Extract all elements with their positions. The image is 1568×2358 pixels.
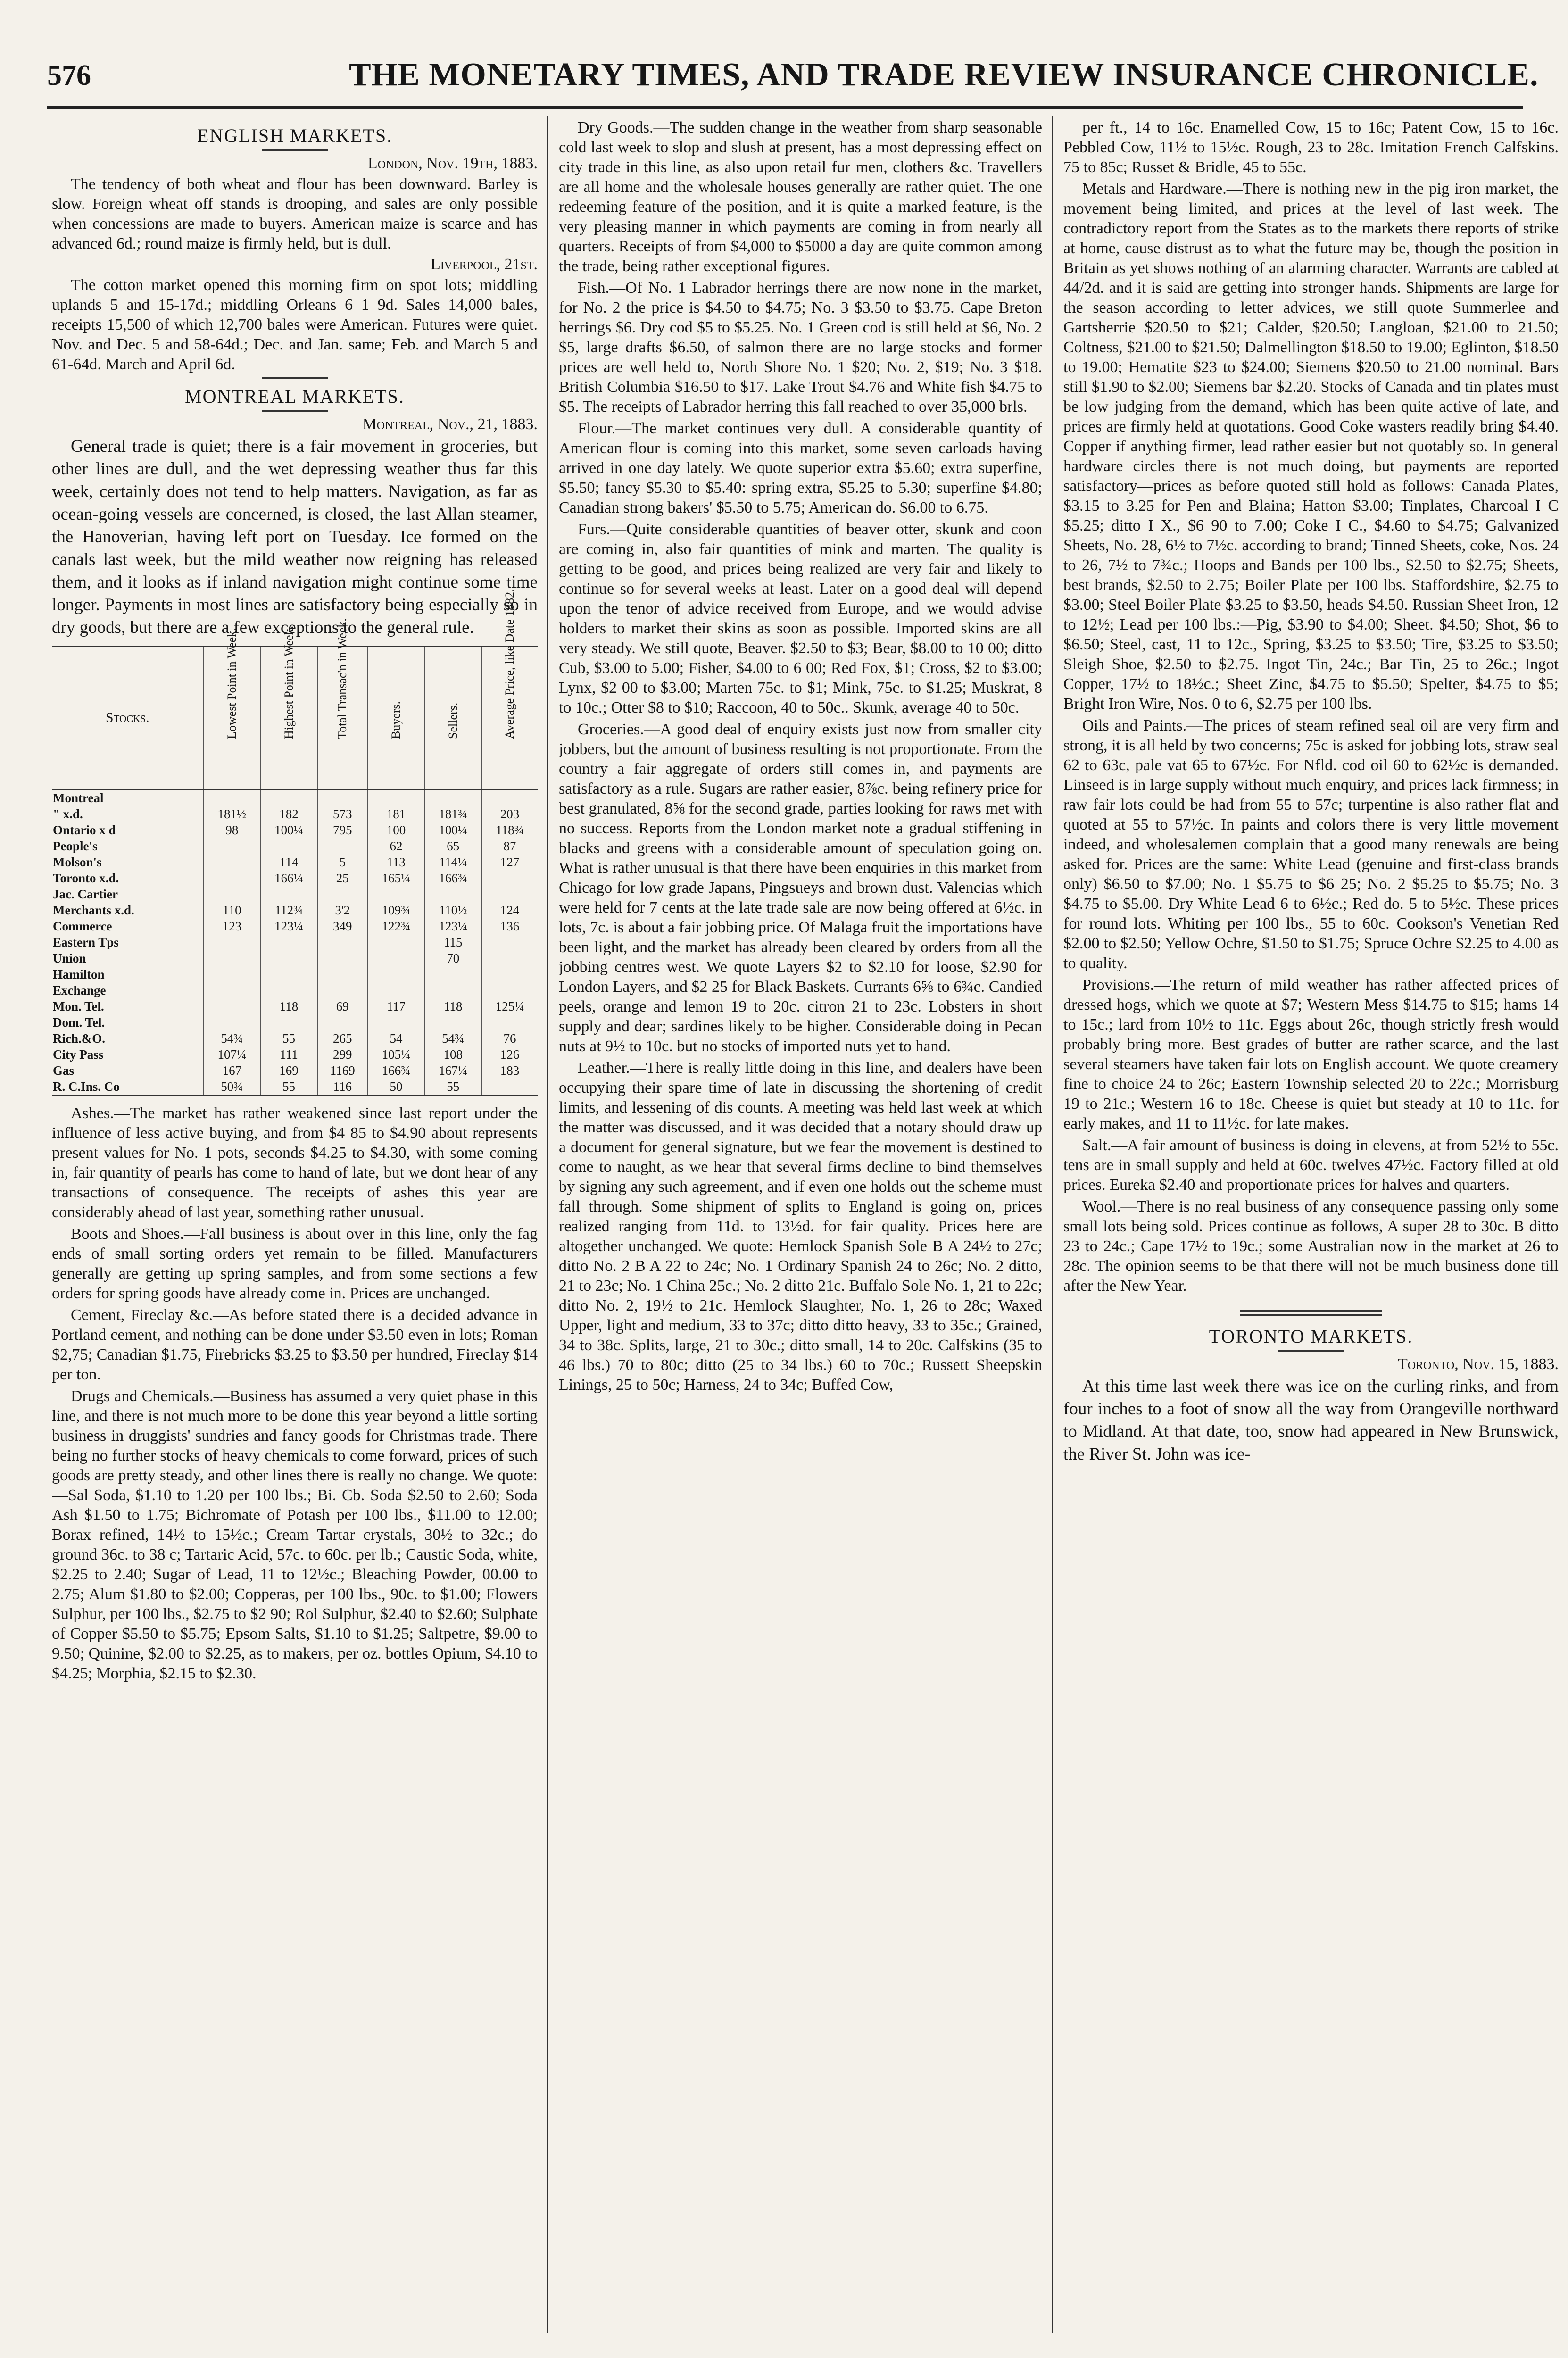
stock-value-cell: 62 [368, 838, 425, 854]
stock-value-cell: 54 [368, 1030, 425, 1046]
stock-name-cell: Ontario x d [53, 823, 116, 837]
section-rule [262, 377, 328, 379]
table-row [52, 886, 538, 902]
stock-name-cell: Exchange [53, 983, 106, 997]
stock-value-cell [424, 789, 481, 806]
stock-value-cell [368, 789, 425, 806]
stock-name-cell: Molson's [53, 855, 102, 869]
stock-value-cell [260, 1014, 317, 1030]
montreal-dateline: Montreal, Nov., 21, 1883. [362, 415, 538, 433]
salt-report: Salt.—A fair amount of business is doing in elevens, at from 52½ to 55c. tens are in small supply and held at 60c. twelves 47½c. Factory filled at old prices. Eureka $2.40 and proportionate prices for halves and quarters. [1063, 1137, 1559, 1194]
stock-value-cell: 109¾ [368, 902, 425, 918]
stock-value-cell [203, 854, 260, 870]
drugs-chemicals-report: Drugs and Chemicals.—Business has assumed a very quiet phase in this line, and there is not much more to be done this year beyond a little sorting business in druggists' sundries and fancy goods for Christmas trade. There being no further stocks of heavy chemicals to come forward, prices of such goods are pretty steady, and other lines there is really no change. We quote:—Sal Soda, $1.10 to 1.20 per 100 lbs.; Bi. Cb. Soda $2.50 to 2.60; Soda Ash $1.50 to 1.75; Bichromate of Potash per 100 lbs., $11.00 to 12.00; Borax refined, 14½ to 15½c.; Cream Tartar crystals, 30½ to 32c.; do ground 36c. to 38 c; Tartaric Acid, 57c. to 60c. per lb.; Caustic Soda, white, $2.25 to 2.40; Sugar of Lead, 11 to 12½c.; Bleaching Powder, 00.00 to 2.75; Alum $1.80 to $2.00; Copperas, per 100 lbs., 90c. to $1.00; Flowers Sulphur, per 100 lbs., $2.75 to $2 90; Rol Sulphur, $2.40 to $2.60; Sulphate of Copper $5.50 to $5.75; Epsom Salts, $1.10 to $1.25; Saltpetre, $9.00 to 9.50; Quinine, $2.00 to $2.25, as to makers, per oz. bottles Opium, $4.10 to $4.25; Morphia, $2.15 to $2.30. [52, 1387, 538, 1682]
column-middle [559, 118, 1042, 2333]
page-header [47, 50, 1539, 109]
stock-value-cell [317, 886, 368, 902]
provisions-report: Provisions.—The return of mild weather has rather affected prices of dressed hogs, which we quote at $7; Western Mess $14.75 to $15; hams 14 to 15c.; lard from 10½ to 11c. Eggs about 26c, though strictly fresh would probably bring more. Best grades of butter are rather scarce, and the last several steamers have taken fair lots on English account. We quote creamery fine to choice 24 to 26c; Eastern Township selected 20 to 22c.; Morrisburg 19 to 21c.; Western 16 to 18c. Cheese is quiet but steady at 10 to 11c. for early makes, and 11 to 11½c. for late makes. [1063, 976, 1559, 1132]
table-row [52, 854, 538, 870]
stock-value-cell: 127 [481, 854, 538, 870]
stock-name-cell: Commerce [53, 919, 112, 933]
stock-value-cell [424, 1014, 481, 1030]
table-row [52, 918, 538, 934]
stock-value-cell: 100¼ [424, 822, 481, 838]
stock-value-cell [368, 950, 425, 966]
cement-report: Cement, Fireclay &c.—As before stated there is a decided advance in Portland cement, and nothing can be done under $3.50 even in lots; Roman $2,75; Canadian $1.75, Firebricks $3.25 to $3.50 per hundred, Fireclay $14 per ton. [52, 1306, 538, 1383]
stock-value-cell [368, 886, 425, 902]
stock-value-cell: 265 [317, 1030, 368, 1046]
stock-value-cell [317, 838, 368, 854]
stock-name-cell: Jac. Cartier [53, 887, 118, 901]
stock-value-cell: 203 [481, 806, 538, 822]
stock-value-cell: 100 [368, 822, 425, 838]
stock-name-cell: Gas [53, 1063, 75, 1078]
col-stocks: Stocks. [52, 647, 203, 789]
stock-value-cell: 795 [317, 822, 368, 838]
stock-name-cell: People's [53, 839, 98, 853]
metals-hardware-report: Metals and Hardware.—There is nothing new in the pig iron market, the movement being limited, and prices at the level of last week. The contradictory report from the States as to the markets there reports of strike at home, cause distrust as to what the future may be, though the position in Britain as yet shows nothing of an alarming character. Warrants are cabled at 44/2d. and it is said are getting into stronger hands. Shipments are large for the season according to letter advices, we still quote Summerlee and Gartsherrie $20.50 to $21; Calder, $20.50; Langloan, $21.00 to 21.50; Coltness, $21.00 to $21.50; Dalmellington $18.50 to 19.00; Eglinton, $18.50 to 19.00; Hematite $23 to $24.00; Siemens $20.50 to 21.00 nominal. Bars still $1.90 to $2.00; Siemens bar $2.20. Stocks of Canada and tin plates must be low judging from the demand, which has been quite active of late, and prices are firmly held at quotations. Good Coke wasters readily bring $4.40. Copper if anything firmer, lead rather easier but not quotably so. In general hardware circles there is not much doing, but payments are reported satisfactory—prices as before quoted still hold as follows: Canada Plates, $3.15 to 3.25 for Pen and Blaina; Hatton $3.00; Tinplates, Charcoal I C $5.25; ditto I X., $6 90 to 7.00; Coke I C., $4.60 to $4.75; Galvanized Sheets, No. 28, 6½ to 7½c. according to brand; Tinned Sheets, coke, Nos. 24 to 26, 7½ to 7¾c.; Hoops and Bands per 100 lbs., $2.50 to $2.75; Sheets, best brands, $2.50 to 2.75; Boiler Plate per 100 lbs. Staffordshire, $2.75 to $3.00; Steel Boiler Plate $3.25 to $3.50, heads $4.50. Russian Sheet Iron, 12 to 12½; Lead per 100 lbs.:—Pig, $3.90 to $4.00; Sheet. $4.50; Shot, $6 to $6.50; Steel, cast, 11 to 12c., Spring, $3.25 to $3.50; Tire, $3.25 to $3.50; Sleigh Shoe, $2.50 to $2.75. Ingot Tin, 24c.; Bar Tin, 25 to 26c.; Ingot Copper, 17½ to 18½c.; Sheet Zinc, $4.75 to $5.50; Spelter, $4.75 to $5; Bright Iron Wire, Nos. 0 to 6, $2.75 per 100 lbs. [1063, 180, 1559, 713]
table-row [52, 998, 538, 1014]
stock-value-cell [481, 1079, 538, 1096]
stock-value-cell: 55 [260, 1030, 317, 1046]
stock-value-cell: 110 [203, 902, 260, 918]
stock-value-cell: 114 [260, 854, 317, 870]
stock-value-cell [260, 966, 317, 982]
toronto-markets-heading: TORONTO MARKETS. [1209, 1326, 1413, 1347]
flour-report: Flour.—The market continues very dull. A considerable quantity of American flour is coming into this market, some seven carloads having arrived in one day lately. We quote superior extra $5.60; extra superfine, $5.50; fancy $5.30 to $5.40: spring extra, $5.25 to 5.30; superfine $4.80; Canadian strong bakers' $5.50 to 5.75; American do. $6.00 to 6.75. [559, 420, 1042, 516]
stock-value-cell: 181½ [203, 806, 260, 822]
table-row [52, 838, 538, 854]
stock-value-cell: 122¾ [368, 918, 425, 934]
stock-value-cell: 107¼ [203, 1046, 260, 1063]
stock-name-cell: Hamilton [53, 967, 105, 981]
stock-value-cell: 165¼ [368, 870, 425, 886]
boots-shoes-report: Boots and Shoes.—Fall business is about over in this line, only the fag ends of small sorting orders yet remain to be filled. Manufacturers generally are getting up spring samples, and from some sections a few orders for spring goods have already come in. Prices are unchanged. [52, 1225, 538, 1302]
page-number: 576 [47, 59, 91, 91]
stock-value-cell [203, 934, 260, 950]
stock-value-cell: 136 [481, 918, 538, 934]
stock-value-cell: 118 [424, 998, 481, 1014]
stock-table-body [52, 789, 538, 1096]
table-row [52, 982, 538, 998]
stock-value-cell [260, 886, 317, 902]
stock-value-cell: 169 [260, 1063, 317, 1079]
stock-value-cell: 573 [317, 806, 368, 822]
stock-value-cell: 126 [481, 1046, 538, 1063]
stock-value-cell [424, 966, 481, 982]
stock-value-cell [260, 934, 317, 950]
table-row [52, 902, 538, 918]
table-row [52, 1046, 538, 1063]
stock-name-cell: Mon. Tel. [53, 999, 104, 1013]
stock-value-cell [317, 789, 368, 806]
column-divider [1052, 116, 1053, 2333]
stock-name-cell: Eastern Tps [53, 935, 119, 949]
stock-value-cell [203, 966, 260, 982]
table-row [52, 870, 538, 886]
stock-table-header [52, 647, 538, 789]
journal-title: THE MONETARY TIMES, AND TRADE REVIEW INSURANCE CHRONICLE. [349, 57, 1539, 93]
stock-value-cell: 54¾ [424, 1030, 481, 1046]
stock-value-cell: 167 [203, 1063, 260, 1079]
stock-value-cell: 166¼ [260, 870, 317, 886]
leather-report: Leather.—There is really little doing in this line, and dealers have been occupying their spare time of late in discussing the shortening of credit limits, and lessening of dis counts. A meeting was held last week at which the matter was discussed, and it was decided that a notary should draw up a document for general signature, but we fear the movement is destined to come to naught, as we hear that several firms decline to bind themselves by signing any such agreement, and if even one holds out the scheme must fall through. Some shipment of splits to England is going on, prices realized ranging from 11d. to 13½d. for fair quality. Prices here are altogether unchanged. We quote: Hemlock Spanish Sole B A 24½ to 27c; ditto No. 2 B A 22 to 24c; No. 1 Ordinary Spanish 24 to 26c; No. 2 ditto, 21 to 23c; No. 1 China 25c.; No. 2 ditto 21c. Buffalo Sole No. 1, 21 to 22c; ditto No. 2, 19½ to 21c. Hemlock Slaughter, No. 1, 26 to 28c; Waxed Upper, light and medium, 33 to 37c; ditto ditto heavy, 33 to 35c.; Grained, 34 to 38c. Splits, large, 21 to 30c.; ditto small, 14 to 20c. Calfskins (35 to 46 lbs.) 70 to 80c; ditto (25 to 34 lbs.) 60 to 70c.; Russett Sheepskin Linings, 25 to 50c; Harness, 24 to 34c; Buffed Cow, [559, 1059, 1042, 1394]
stock-value-cell: 69 [317, 998, 368, 1014]
stock-name-cell: City Pass [53, 1047, 104, 1062]
column-left [52, 118, 538, 2333]
stock-value-cell: 50 [368, 1079, 425, 1096]
table-row [52, 1014, 538, 1030]
stock-name-cell: Union [53, 951, 86, 965]
stock-value-cell [203, 886, 260, 902]
wool-report: Wool.—There is no real business of any consequence passing only some small lots being sold. Prices continue as follows, A super 28 to 30c. B ditto 23 to 24c.; Cape 17½ to 19c.; some Australian now in the market at 26 to 28c. The opinion seems to be that there will not be much business done till after the New Year. [1063, 1198, 1559, 1295]
stock-value-cell: 349 [317, 918, 368, 934]
stock-value-cell [481, 934, 538, 950]
stock-value-cell [481, 950, 538, 966]
stock-value-cell: 54¾ [203, 1030, 260, 1046]
leather-report-continued: per ft., 14 to 16c. Enamelled Cow, 15 to 16c; Patent Cow, 15 to 16c. Pebbled Cow, 11½ to 15½c. Rough, 23 to 28c. Imitation French Calfskins. 75 to 85c; Russet & Bridle, 45 to 55c. [1063, 119, 1559, 176]
heading-rule [262, 410, 328, 412]
stock-value-cell [317, 982, 368, 998]
stock-name-cell: Dom. Tel. [53, 1015, 105, 1030]
stock-value-cell: 116 [317, 1079, 368, 1096]
col-buyers: Buyers. [368, 647, 425, 789]
stock-value-cell [368, 1014, 425, 1030]
stock-value-cell: 123¼ [260, 918, 317, 934]
stock-value-cell: 1169 [317, 1063, 368, 1079]
stock-value-cell [203, 950, 260, 966]
stock-value-cell: 105¼ [368, 1046, 425, 1063]
stock-value-cell [203, 1014, 260, 1030]
stock-value-cell [317, 950, 368, 966]
stock-value-cell: 25 [317, 870, 368, 886]
stock-value-cell: 87 [481, 838, 538, 854]
stock-value-cell [317, 934, 368, 950]
table-row [52, 1030, 538, 1046]
stock-value-cell [481, 789, 538, 806]
stock-value-cell: 299 [317, 1046, 368, 1063]
table-row [52, 1079, 538, 1096]
heading-rule [1278, 1350, 1344, 1352]
stock-value-cell: 108 [424, 1046, 481, 1063]
stock-value-cell: 123 [203, 918, 260, 934]
table-row [52, 789, 538, 806]
section-double-rule [1240, 1310, 1382, 1316]
stock-value-cell: 182 [260, 806, 317, 822]
liverpool-dateline: Liverpool, 21st. [431, 256, 538, 273]
stock-value-cell [260, 950, 317, 966]
table-row [52, 966, 538, 982]
table-row [52, 934, 538, 950]
ashes-report: Ashes.—The market has rather weakened since last report under the influence of less active buying, and from $4 85 to $4.90 about represents present values for No. 1 pots, seconds $4.25 to $4.30, with some coming in, fair quantity of pearls has come to hand of late, but we dont hear of any transactions of consequence. The receipts of ashes this year are considerably ahead of last year, something rather unusual. [52, 1104, 538, 1221]
stock-value-cell: 110½ [424, 902, 481, 918]
stock-value-cell: 114¼ [424, 854, 481, 870]
stock-value-cell [481, 982, 538, 998]
stock-value-cell [260, 838, 317, 854]
london-dateline: London, Nov. 19th, 1883. [367, 155, 538, 172]
english-cotton-report: The cotton market opened this morning firm on spot lots; middling uplands 5 and 15-17d.; middling Orleans 6 1 9d. Sales 14,000 bales, receipts 15,500 of which 12,700 bales were American. Futures were quiet. Nov. and Dec. 5 and 58-64d.; Dec. and Jan. same; Feb. and March 5 and 61-64d. March and April 6d. [52, 276, 538, 373]
stock-name-cell: " x.d. [53, 807, 83, 821]
stock-value-cell: 181 [368, 806, 425, 822]
stock-value-cell [424, 886, 481, 902]
table-row [52, 950, 538, 966]
stock-value-cell [368, 966, 425, 982]
stock-value-cell [203, 838, 260, 854]
stock-value-cell: 118¾ [481, 822, 538, 838]
col-average: Average Price, like Date 1882. [481, 647, 538, 789]
stock-value-cell: 76 [481, 1030, 538, 1046]
stock-value-cell: 123¼ [424, 918, 481, 934]
heading-rule [262, 149, 328, 151]
table-row [52, 806, 538, 822]
stock-name-cell: Toronto x.d. [53, 871, 119, 885]
toronto-dateline: Toronto, Nov. 15, 1883. [1397, 1355, 1559, 1373]
stock-value-cell [203, 998, 260, 1014]
stock-value-cell: 98 [203, 822, 260, 838]
montreal-intro: General trade is quiet; there is a fair movement in groceries, but other lines are dull, and the wet depressing weather thus far this week, certainly does not tend to help matters. Navigation, as far as ocean-going vessels are concerned, is closed, the last Allan steamer, the Hanoverian, having left port on Tuesday. Ice formed on the canals last week, but the mild weather now reigning has released them, and it looks as if inland navigation might continue some time longer. Payments in most lines are satisfactory being especially so in dry goods, but there are a few exceptions to the general rule. [52, 437, 538, 637]
montreal-markets-heading: MONTREAL MARKETS. [185, 386, 405, 407]
dry-goods-report: Dry Goods.—The sudden change in the weather from sharp seasonable cold last week to slop and slush at present, has a most depressing effect on city trade in this line, as also upon retail fur men, clothers &c. Travellers are all home and the wholesale houses generally are rather quiet. The one redeeming feature of the position, and it is quite a marked feature, is the very pleasing manner in which payments are coming in from nearly all quarters. Receipts of from $4,000 to $5000 a day are quite common among the trade, being rather exceptional figures. [559, 119, 1042, 275]
column-divider [547, 116, 548, 2333]
stock-value-cell: 167¼ [424, 1063, 481, 1079]
table-row [52, 1063, 538, 1079]
stock-value-cell: 55 [260, 1079, 317, 1096]
stock-value-cell: 124 [481, 902, 538, 918]
stock-value-cell: 65 [424, 838, 481, 854]
stock-value-cell: 3'2 [317, 902, 368, 918]
stock-value-cell: 125¼ [481, 998, 538, 1014]
furs-report: Furs.—Quite considerable quantities of beaver otter, skunk and coon are coming in, also fair quantities of mink and marten. The quality is getting to be good, and prices being realized are very fair and likely to continue so for several weeks at least. Later on a good deal will depend upon the tenor of advice received from Europe, and we would advise holders to market their skins as soon as possible. Imported skins are all very steady. We still quote, Beaver. $2.50 to $3; Bear, $8.00 to 10 00; ditto Cub, $3.00 to 5.00; Fisher, $4.00 to 6 00; Red Fox, $1; Cross, $2 to $3.00; Lynx, $2 00 to $3.00; Marten 75c. to $1; Mink, 75c. to $1.25; Muskrat, 8 to 10c.; Otter $8 to $10; Raccoon, 40 to 50c.. Skunk, average 40 to 50c. [559, 521, 1042, 716]
table-row [52, 822, 538, 838]
stock-value-cell: 111 [260, 1046, 317, 1063]
groceries-report: Groceries.—A good deal of enquiry exists just now from smaller city jobbers, but the amount of business resulting is not proportionate. From the country a fair aggregate of orders still comes in, and payments are satisfactory as a rule. Sugars are rather easier, 8⅞c. being refinery price for best granulated, 8⅝ for the second grade, parties looking for raws met with no success. Reports from the London market note a gradual stiffening in blacks and greens with a considerable amount of speculation going on. What is rather unusual is that there have been enquiries in this market from Chicago for low grade Japans, Pingsueys and brown dust. Valencias which were held for 7 cents at the late trade sale are now being offered at 6½c. in lots, 7c. is about a fair jobbing price. Of Malaga fruit the importations have been light, and the market has already been cleared by orders from all the jobbing centres west. We quote Layers $2 to $2.10 for loose, $2.90 for London Layers, and $2 25 for Black Baskets. Currants 6⅝ to 6¾c. Candied peels, orange and lemon 19 to 20c. citron 21 to 23c. Lobsters in short supply and dear; sardines likely to be higher. Considerable doing in Pecan nuts at 9½ to 10c. but no stocks of imported nuts yet to hand. [559, 721, 1042, 1055]
stock-value-cell: 117 [368, 998, 425, 1014]
stock-value-cell: 166¾ [424, 870, 481, 886]
english-grain-report: The tendency of both wheat and flour has been downward. Barley is slow. Foreign wheat off stands is drooping, and sales are only possible when concessions are made to buyers. American maize is scarce and has advanced 6d.; round maize is firmly held, but is dull. [52, 175, 538, 252]
stock-value-cell: 50¾ [203, 1079, 260, 1096]
col-highest: Highest Point in Week. [260, 647, 317, 789]
fish-report: Fish.—Of No. 1 Labrador herrings there are now none in the market, for No. 2 the price is $4.50 to $4.75; No. 3 $3.50 to $3.75. Cape Breton herrings $6. Dry cod $5 to $5.25. No. 1 Green cod is still held at $6, No. 2 $5, large drafts $6.50, of salmon there are no large stocks and former prices are well held to, North Shore No. 1 $20; No. 2, $19; No. 3 $18. British Columbia $16.50 to $17. Lake Trout $4.76 and White fish $4.75 to $5. The receipts of Labrador herring this fall reached to over 35,000 brls. [559, 279, 1042, 415]
stock-value-cell [481, 966, 538, 982]
stock-value-cell: 112¾ [260, 902, 317, 918]
col-lowest: Lowest Point in Week. [203, 647, 260, 789]
stock-value-cell: 181¾ [424, 806, 481, 822]
stock-value-cell [424, 982, 481, 998]
stock-value-cell: 55 [424, 1079, 481, 1096]
english-markets-heading: ENGLISH MARKETS. [197, 125, 393, 146]
stock-value-cell: 118 [260, 998, 317, 1014]
stock-name-cell: Rich.&O. [53, 1031, 105, 1046]
stock-value-cell [481, 1014, 538, 1030]
stock-value-cell [203, 982, 260, 998]
stock-value-cell: 115 [424, 934, 481, 950]
stock-table [52, 589, 538, 1096]
stock-name-cell: Montreal [53, 791, 104, 805]
stock-value-cell [368, 982, 425, 998]
stock-value-cell: 5 [317, 854, 368, 870]
stock-value-cell [481, 886, 538, 902]
stock-name-cell: R. C.Ins. Co [53, 1079, 120, 1094]
stock-value-cell [203, 789, 260, 806]
stock-value-cell [368, 934, 425, 950]
stock-value-cell [260, 982, 317, 998]
stock-value-cell: 100¼ [260, 822, 317, 838]
stock-value-cell [317, 966, 368, 982]
oils-paints-report: Oils and Paints.—The prices of steam refined seal oil are very firm and strong, it is all held by two concerns; 75c is asked for jobbing lots, straw seal 62 to 63c, pale vat 65 to 67½c. For Nfld. cod oil 60 to 62½c is demanded. Linseed is in large supply without much enquiry, and prices lack firmness; in raw fair lots could be had from 55 to 57c; turpentine is also rather flat and quoted at 55 to 57½c. In paints and colors there is very little movement indeed, and wholesalemen complain that a good many renewals are being asked for. Prices are the same: White Lead (genuine and first-class brands only) $6.50 to $7.00; No. 1 $5.75 to $6 25; No. 2 $5.25 to $5.75; No. 3 $4.75 to $5.00. Dry White Lead 6 to 6½c.; Red do. 5 to 5½c. These prices for round lots. Whiting per 100 lbs., 55 to 60c. Cookson's Venetian Red $2.00 to $2.50; Yellow Ochre, $1.50 to $1.75; Spruce Ochre $2.25 to 4.00 as to quality. [1063, 717, 1559, 972]
stock-value-cell: 166¾ [368, 1063, 425, 1079]
stock-value-cell [481, 870, 538, 886]
col-total: Total Transac'n in Week. [317, 647, 368, 789]
stock-value-cell [203, 870, 260, 886]
stock-value-cell: 113 [368, 854, 425, 870]
toronto-report: At this time last week there was ice on the curling rinks, and from four inches to a foot of snow all the way from Orangeville northward to Midland. At that date, too, snow had appeared in New Brunswick, the River St. John was ice- [1063, 1377, 1559, 1464]
stock-value-cell: 70 [424, 950, 481, 966]
stock-name-cell: Merchants x.d. [53, 903, 134, 917]
stock-value-cell: 183 [481, 1063, 538, 1079]
stock-value-cell [260, 789, 317, 806]
column-right [1063, 118, 1559, 2333]
stock-value-cell [317, 1014, 368, 1030]
col-sellers: Sellers. [424, 647, 481, 789]
